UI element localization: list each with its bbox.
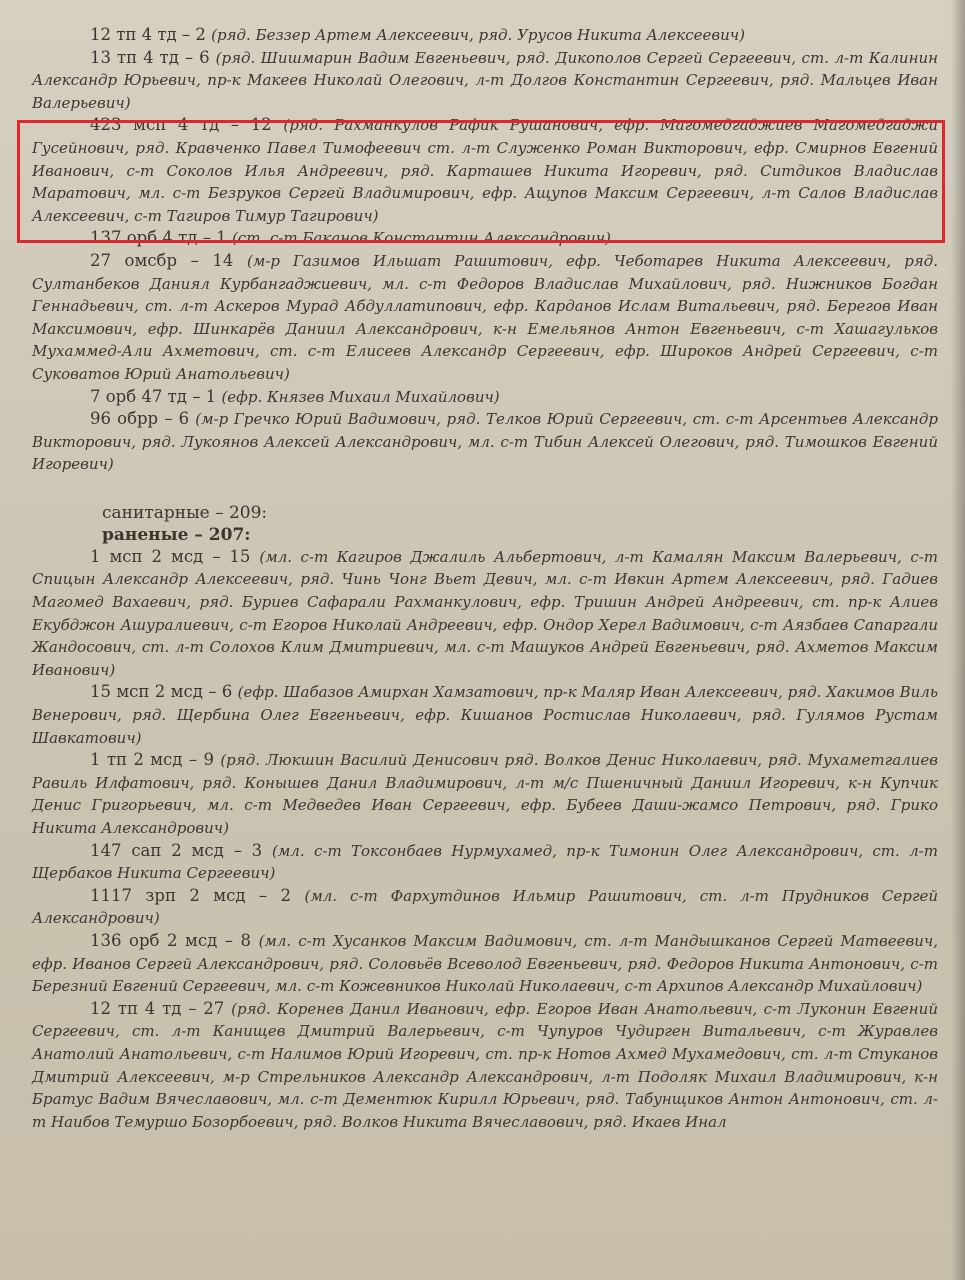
entry-423msp bbox=[32, 114, 938, 227]
names-list: (ряд. Шишмарин Вадим Евгеньевич, ряд. Дикополов Сергей Сергеевич, ст. л-т Калинин Александр Юрьевич, пр-к Макеев Николай Олегович, л-т Долгов Константин Сергеевич, ряд. Мальцев Иван Валерьевич) bbox=[32, 48, 938, 112]
entry-137orb bbox=[32, 227, 938, 250]
names-list: (ст. с-т Баканов Константин Александрович) bbox=[231, 229, 611, 248]
entry-7orb bbox=[32, 386, 938, 409]
unit-label: 423 мсп 4 тд – 12 bbox=[90, 115, 272, 135]
unit-label: 27 омсбр – 14 bbox=[90, 250, 234, 270]
entry-12tp bbox=[32, 24, 938, 47]
unit-label: 1 тп 2 мсд – 9 bbox=[90, 750, 214, 770]
names-list: (ряд. Коренев Данил Иванович, ефр. Егоров Иван Анатольевич, с-т Луконин Евгений Сергеевич, ст. л-т Канищев Дмитрий Валерьевич, с-т Чупуров Чудирген Витальевич, с-т Журавлев Анатолий Анатольевич, с-т Налимов Юрий Игоревич, ст. пр-к Нотов Ахмед Мухамедович, ст. л-т Стуканов Дмитрий Алексеевич, м-р Стрельников Александр Александрович, л-т Подоляк Михаил Владимирович, к-н Братус Вадим Вячеславович, мл. с-т Дементюк Кирилл Юрьевич, ряд. Табунщиков Антон Антонович, ст. л-т Наибов Темуршо Бозорбоевич, ряд. Волков Никита Вячеславович, ряд. Икаев Инал bbox=[32, 999, 938, 1131]
unit-label: 1 мсп 2 мсд – 15 bbox=[90, 546, 251, 566]
entry-1tp bbox=[32, 749, 938, 839]
names-list: (мл. с-т Токсонбаев Нурмухамед, пр-к Тимонин Олег Александрович, ст. л-т Щербаков Никита Сергеевич) bbox=[32, 841, 938, 883]
unit-label: 15 мсп 2 мсд – 6 bbox=[90, 682, 233, 702]
unit-label: 13 тп 4 тд – 6 bbox=[90, 47, 210, 67]
unit-label: 12 тп 4 тд – 27 bbox=[90, 998, 225, 1018]
entry-147sap bbox=[32, 840, 938, 885]
entry-27omsbr bbox=[32, 250, 938, 386]
unit-label: 7 орб 47 тд – 1 bbox=[90, 386, 217, 406]
names-list: (ефр. Князев Михаил Михайлович) bbox=[221, 387, 500, 406]
entry-12tp-wounded bbox=[32, 998, 938, 1134]
names-list: (м-р Гречко Юрий Вадимович, ряд. Телков Юрий Сергеевич, ст. с-т Арсентьев Александр Викторович, ряд. Лукоянов Алексей Александрович, мл. с-т Тибин Алексей Олегович, ряд. Тимошков Евгений Игоревич) bbox=[32, 410, 938, 474]
entry-13tp bbox=[32, 47, 938, 115]
names-list: (мл. с-т Хусанков Максим Вадимович, ст. л-т Мандышканов Сергей Матвеевич, ефр. Иванов Сергей Александрович, ряд. Соловьёв Всеволод Евгеньевич, ряд. Федоров Никита Антонович, с-т Березний Евгений Сергеевич, мл. с-т Кожевников Николай Николаевич, с-т Архипов Александр Михайлович) bbox=[32, 931, 938, 996]
section-spacer bbox=[32, 476, 938, 502]
entry-1msp bbox=[32, 546, 938, 682]
sanitary-heading: санитарные – 209: bbox=[102, 502, 268, 523]
names-list: (мл. с-т Фархутдинов Ильмир Рашитович, ст. л-т Прудников Сергей Александрович) bbox=[32, 886, 938, 928]
entry-15msp bbox=[32, 681, 938, 749]
entry-1117zrp bbox=[32, 885, 938, 930]
names-list: (мл. с-т Кагиров Джалиль Альбертович, л-т Камалян Максим Валерьевич, с-т Спицын Александр Алексеевич, ряд. Чинь Чонг Вьет Девич, мл. с-т Ивкин Артем Алексеевич, ряд. Гадиев Магомед Вахаевич, ряд. Буриев Сафарали Рахманкулович, ефр. Тришин Андрей Андреевич, ст. пр-к Алиев Екубджон Ашуралиевич, с-т Егоров Николай Андреевич, ефр. Ондор Херел Вадимович, с-т Аязбаев Сапаргали Жандосович, ст. л-т Солохов Клим Дмитриевич, мл. с-т Машуков Андрей Евгеньевич, ряд. Ахметов Максим Иванович) bbox=[32, 547, 939, 679]
names-list: (ряд. Люкшин Василий Денисович ряд. Волков Денис Николаевич, ряд. Мухаметгалиев Равиль Илфатович, ряд. Конышев Данил Владимирович, л-т м/с Пшеничный Даниил Игоревич, к-н Купчик Денис Григорьевич, мл. с-т Медведев Иван Сергеевич, ефр. Бубеев Даши-жамсо Петрович, ряд. Грико Никита Александрович) bbox=[32, 751, 938, 837]
unit-label: 12 тп 4 тд – 2 bbox=[90, 25, 206, 44]
names-list: (ефр. Шабазов Амирхан Хамзатович, пр-к Маляр Иван Алексеевич, ряд. Хакимов Виль Венерович, ряд. Щербина Олег Евгеньевич, ефр. Кишанов Ростислав Николаевич, ряд. Гулямов Рустам Шавкатович) bbox=[32, 683, 938, 747]
names-list: (м-р Газимов Ильшат Рашитович, ефр. Чеботарев Никита Алексеевич, ряд. Султанбеков Даниял Курбангаджиевич, мл. с-т Федоров Владислав Михайлович, ряд. Нижников Богдан Геннадьевич, ст. л-т Аскеров Мурад Абдуллатипович, ефр. Карданов Ислам Витальевич, ряд. Берегов Иван Максимович, ефр. Шинкарёв Даниил Александрович, к-н Емельянов Антон Евгеньевич, с-т Хашагульков Мухаммед-Али Ахметович, ст. с-т Елисеев Александр Сергеевич, ефр. Широков Андрей Сергеевич, с-т Суковатов Юрий Анатольевич) bbox=[32, 251, 939, 383]
unit-label: 147 сап 2 мсд – 3 bbox=[90, 840, 263, 860]
entry-96obrr bbox=[32, 408, 938, 476]
names-list: (ряд. Рахманкулов Рафик Рушанович, ефр. Магомедгаджиев Магомедгаджи Гусейнович, ряд. Кравченко Павел Тимофеевич ст. л-т Служенко Роман Викторович, ефр. Смирнов Евгений Иванович, с-т Соколов Илья Андреевич, ряд. Карташев Никита Игоревич, ряд. Ситдиков Владислав Маратович, мл. с-т Безруков Сергей Владимирович, ефр. Ащупов Максим Сергеевич, л-т Салов Владислав Алексеевич, с-т Тагиров Тимур Тагирович) bbox=[32, 116, 938, 225]
unit-label: 137 орб 4 тд – 1 bbox=[90, 228, 227, 248]
entry-136orb bbox=[32, 930, 938, 998]
unit-label: 96 обрр – 6 bbox=[90, 409, 190, 429]
unit-label: 1117 зрп 2 мсд – 2 bbox=[90, 885, 292, 905]
page-edge-shadow bbox=[951, 0, 965, 1280]
names-list: (ряд. Беззер Артем Алексеевич, ряд. Урусов Никита Алексеевич) bbox=[211, 26, 745, 44]
wounded-heading: раненые – 207: bbox=[102, 524, 251, 545]
document-body bbox=[32, 24, 938, 1133]
unit-label: 136 орб 2 мсд – 8 bbox=[90, 930, 252, 950]
